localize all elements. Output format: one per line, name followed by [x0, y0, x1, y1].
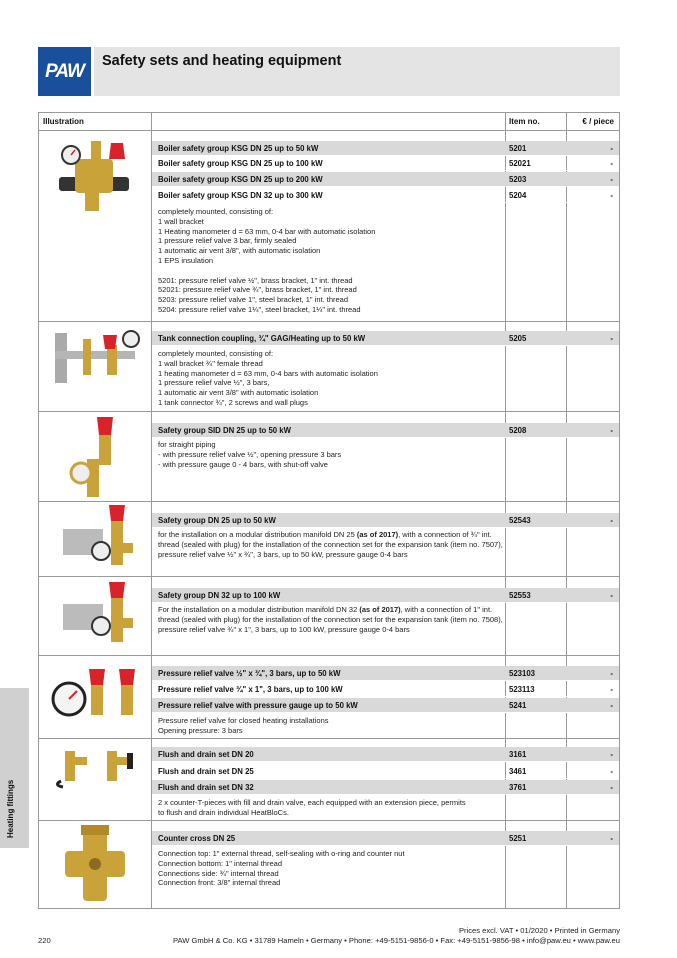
section-side-tab[interactable]	[0, 688, 29, 848]
table-row: Counter cross DN 25 5251 -	[152, 831, 619, 846]
title-bar	[94, 47, 620, 96]
product-table	[38, 112, 620, 909]
boiler-safety-group-image	[43, 133, 148, 213]
counter-cross-image	[43, 825, 148, 905]
header-price: € / piece	[582, 117, 614, 126]
table-row: Flush and drain set DN 32 3761 -	[152, 780, 619, 795]
table-row: Safety group DN 25 up to 50 kW 52543 -	[152, 513, 619, 528]
section-side-label: Heating fittings	[6, 779, 15, 838]
table-row: Safety group DN 32 up to 100 kW 52553 -	[152, 588, 619, 603]
table-row: Boiler safety group KSG DN 25 up to 50 kW 5201 -	[152, 141, 619, 156]
footer-prices-note: Prices excl. VAT • 01/2020 • Printed in Germany	[458, 926, 620, 935]
safety-group-dn25-image	[43, 503, 148, 573]
product-description: completely mounted, consisting of: 1 wall bracket ¾" female thread 1 heating manometer d = 63 mm, 0-4 bars with automatic isolation 1 pressure relief valve ½", 3 bars, 1 automatic air vent 3/8" with automatic isolation 1 tank connector ¾", 2 screws and wall plugs	[158, 349, 378, 407]
table-row: Flush and drain set DN 25 3461 -	[152, 764, 619, 779]
tank-connection-coupling-image	[43, 325, 148, 391]
product-description: Pressure relief valve for closed heating installations Opening pressure: 3 bars	[158, 716, 329, 735]
page-title: Safety sets and heating equipment	[102, 53, 342, 69]
product-description: For the installation on a modular distribution manifold DN 32 (as of 2017), with a connection of 1" int. thread (sealed with plug) for the installation of the connection set for the expansion tank (item no. 7508), pressure relief valve ¾" x 1", 3 bars, up to 100 kW, pressure gauge 0-4 bars	[158, 605, 503, 634]
table-row: Safety group SID DN 25 up to 50 kW 5208 -	[152, 423, 619, 438]
product-description: for the installation on a modular distribution manifold DN 25 (as of 2017), with a connection of ¾" int. thread (sealed with plug) for the installation of the connection set for the expansion tank (item no. 7507), pressure relief valve ½" x ¾", 3 bars, up to 50 kW, pressure gauge 0-4 bars	[158, 530, 503, 559]
table-row: Boiler safety group KSG DN 25 up to 100 kW 52021 -	[152, 156, 619, 171]
paw-logo: PAW	[38, 47, 91, 96]
table-row: Boiler safety group KSG DN 32 up to 300 kW 5204 -	[152, 188, 619, 203]
table-row: Flush and drain set DN 20 3161 -	[152, 747, 619, 762]
flush-drain-set-image	[43, 743, 148, 789]
page-number: 220	[38, 936, 51, 945]
table-header	[39, 113, 619, 131]
pressure-relief-valve-image	[43, 661, 148, 727]
table-row: Pressure relief valve ¾" x 1", 3 bars, up to 100 kW 523113 -	[152, 682, 619, 697]
product-description: for straight piping - with pressure relief valve ½", opening pressure 3 bars - with pressure gauge 0 - 4 bars, with shut-off valve	[158, 440, 342, 469]
table-row: Pressure relief valve ½" x ¾", 3 bars, up to 50 kW 523103 -	[152, 666, 619, 681]
table-row: Tank connection coupling, ¾" GAG/Heating up to 50 kW 5205 -	[152, 331, 619, 346]
header-item-no: Item no.	[509, 117, 540, 126]
product-description: Connection top: 1" external thread, self-sealing with o-ring and counter nut Connection bottom: 1" internal thread Connections side: ¾" internal thread Connection front: 3/8" internal thread	[158, 849, 405, 888]
product-description: 2 x counter-T-pieces with fill and drain valve, each equipped with an extension piece, permits to flush and drain individual HeatBloCs.	[158, 798, 466, 817]
table-row: Boiler safety group KSG DN 25 up to 200 kW 5203 -	[152, 172, 619, 187]
table-row: Pressure relief valve with pressure gauge up to 50 kW 5241 -	[152, 698, 619, 713]
header-illustration: Illustration	[43, 117, 84, 126]
product-description: completely mounted, consisting of: 1 wall bracket 1 Heating manometer d = 63 mm, 0-4 bar with automatic isolation 1 pressure relief valve 3 bar, firmly sealed 1 automatic air vent 3/8", with automatic isolation 1 EPS insulation 5201: pressure relief valve ½", brass bracket, 1" int. thread 52021: pressure relief valve ¾", brass bracket, 1" int. thread 5203: pressure relief valve 1", steel bracket, 1" int. thread 5204: pressure relief valve 1¼", steel bracket, 1¼" int. thread	[158, 207, 376, 314]
safety-group-sid-image	[43, 415, 148, 499]
safety-group-dn32-image	[43, 580, 148, 650]
footer-contact: PAW GmbH & Co. KG • 31789 Hameln • Germany • Phone: +49-5151-9856-0 • Fax: +49-5151-9856-98 • info@paw.eu • www.paw.eu	[172, 936, 620, 945]
